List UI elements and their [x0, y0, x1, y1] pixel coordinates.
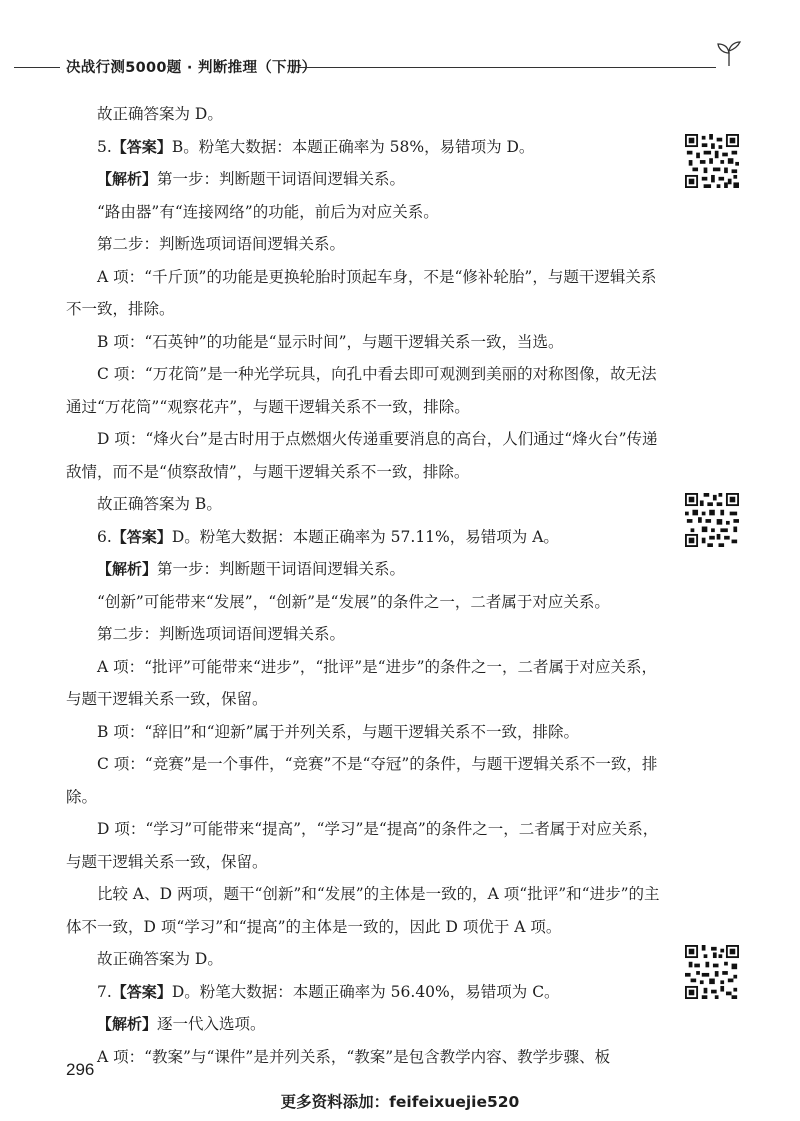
answer-text: D。粉笔大数据：本题正确率为 56.40%，易错项为 C。	[171, 982, 560, 1001]
answer-text: D。粉笔大数据：本题正确率为 57.11%，易错项为 A。	[171, 527, 559, 546]
option-a: A 项：“教案”与“课件”是并列关系，“教案”是包含教学内容、教学步骤、板	[97, 1047, 611, 1066]
question-7-analysis	[66, 1008, 666, 1041]
question-number: 5.	[97, 137, 112, 156]
question-5-analysis	[66, 163, 666, 196]
question-6-answer	[66, 521, 666, 554]
header-title: 决战行测5000题 · 判断推理（下册）	[66, 60, 317, 76]
qr-code-icon[interactable]	[685, 493, 739, 547]
final-answer: 故正确答案为 D。	[97, 950, 223, 968]
page-header	[0, 0, 800, 80]
question-6-analysis	[66, 553, 666, 586]
answer-text: B。粉笔大数据：本题正确率为 58%，易错项为 D。	[171, 137, 535, 156]
answer-explanations	[66, 98, 666, 1073]
analysis-tag: 【解析】	[97, 1015, 158, 1033]
footer-note: 更多资料添加：feifeixuejie520	[280, 1093, 520, 1111]
option-c: C 项：“万花筒”是一种光学玩具，向孔中看去即可观测到美丽的对称图像，故无法通过“万花筒”“观察花卉”，与题干逻辑关系不一致，排除。	[66, 365, 657, 416]
qr-code-icon[interactable]	[685, 945, 739, 999]
analysis-tag: 【解析】	[97, 560, 158, 578]
answer-tag: 【答案】	[111, 137, 172, 156]
text-line: “路由器”有“连接网络”的功能，前后为对应关系。	[97, 202, 439, 221]
question-number: 6.	[97, 527, 112, 546]
question-number: 7.	[97, 982, 112, 1001]
text-line: “创新”可能带来“发展”，“创新”是“发展”的条件之一，二者属于对应关系。	[97, 592, 610, 611]
question-7-answer	[66, 976, 666, 1009]
option-d: D 项：“学习”可能带来“提高”，“学习”是“提高”的条件之一，二者属于对应关系，与题干逻辑关系一致，保留。	[66, 820, 659, 871]
text-line: 第二步：判断选项词语间逻辑关系。	[97, 235, 346, 253]
header-rule-right	[298, 67, 716, 68]
sprout-icon	[714, 38, 744, 68]
comparison: 比较 A、D 两项，题干“创新”和“发展”的主体是一致的，A 项“批评”和“进步”的主体不一致，D 项“学习”和“提高”的主体是一致的，因此 D 项优于 A 项。	[66, 885, 660, 936]
answer-tag: 【答案】	[111, 527, 172, 546]
header-rule-left	[14, 67, 60, 68]
analysis-text: 逐一代入选项。	[157, 1015, 266, 1033]
answer-tag: 【答案】	[111, 982, 172, 1001]
option-b: B 项：“石英钟”的功能是“显示时间”，与题干逻辑关系一致，当选。	[97, 332, 564, 351]
option-b: B 项：“辞旧”和“迎新”属于并列关系，与题干逻辑关系不一致，排除。	[97, 722, 580, 741]
text-line: 故正确答案为 D。	[97, 105, 223, 123]
option-d: D 项：“烽火台”是古时用于点燃烟火传递重要消息的高台，人们通过“烽火台”传递敌情，而不是“侦察敌情”，与题干逻辑关系不一致，排除。	[66, 430, 658, 481]
option-a: A 项：“批评”可能带来“进步”，“批评”是“进步”的条件之一，二者属于对应关系，与题干逻辑关系一致，保留。	[66, 657, 658, 708]
analysis-text: 第一步：判断题干词语间逻辑关系。	[157, 170, 406, 188]
page-number: 296	[66, 1060, 95, 1079]
analysis-text: 第一步：判断题干词语间逻辑关系。	[157, 560, 406, 578]
option-c: C 项：“竞赛”是一个事件，“竞赛”不是“夺冠”的条件，与题干逻辑关系不一致，排除。	[66, 755, 658, 806]
text-line: 第二步：判断选项词语间逻辑关系。	[97, 625, 346, 643]
final-answer: 故正确答案为 B。	[97, 495, 222, 513]
question-5-answer	[66, 131, 666, 164]
option-a: A 项：“千斤顶”的功能是更换轮胎时顶起车身，不是“修补轮胎”，与题干逻辑关系不一致，排除。	[66, 267, 657, 318]
qr-code-icon[interactable]	[685, 134, 739, 188]
analysis-tag: 【解析】	[97, 170, 158, 188]
